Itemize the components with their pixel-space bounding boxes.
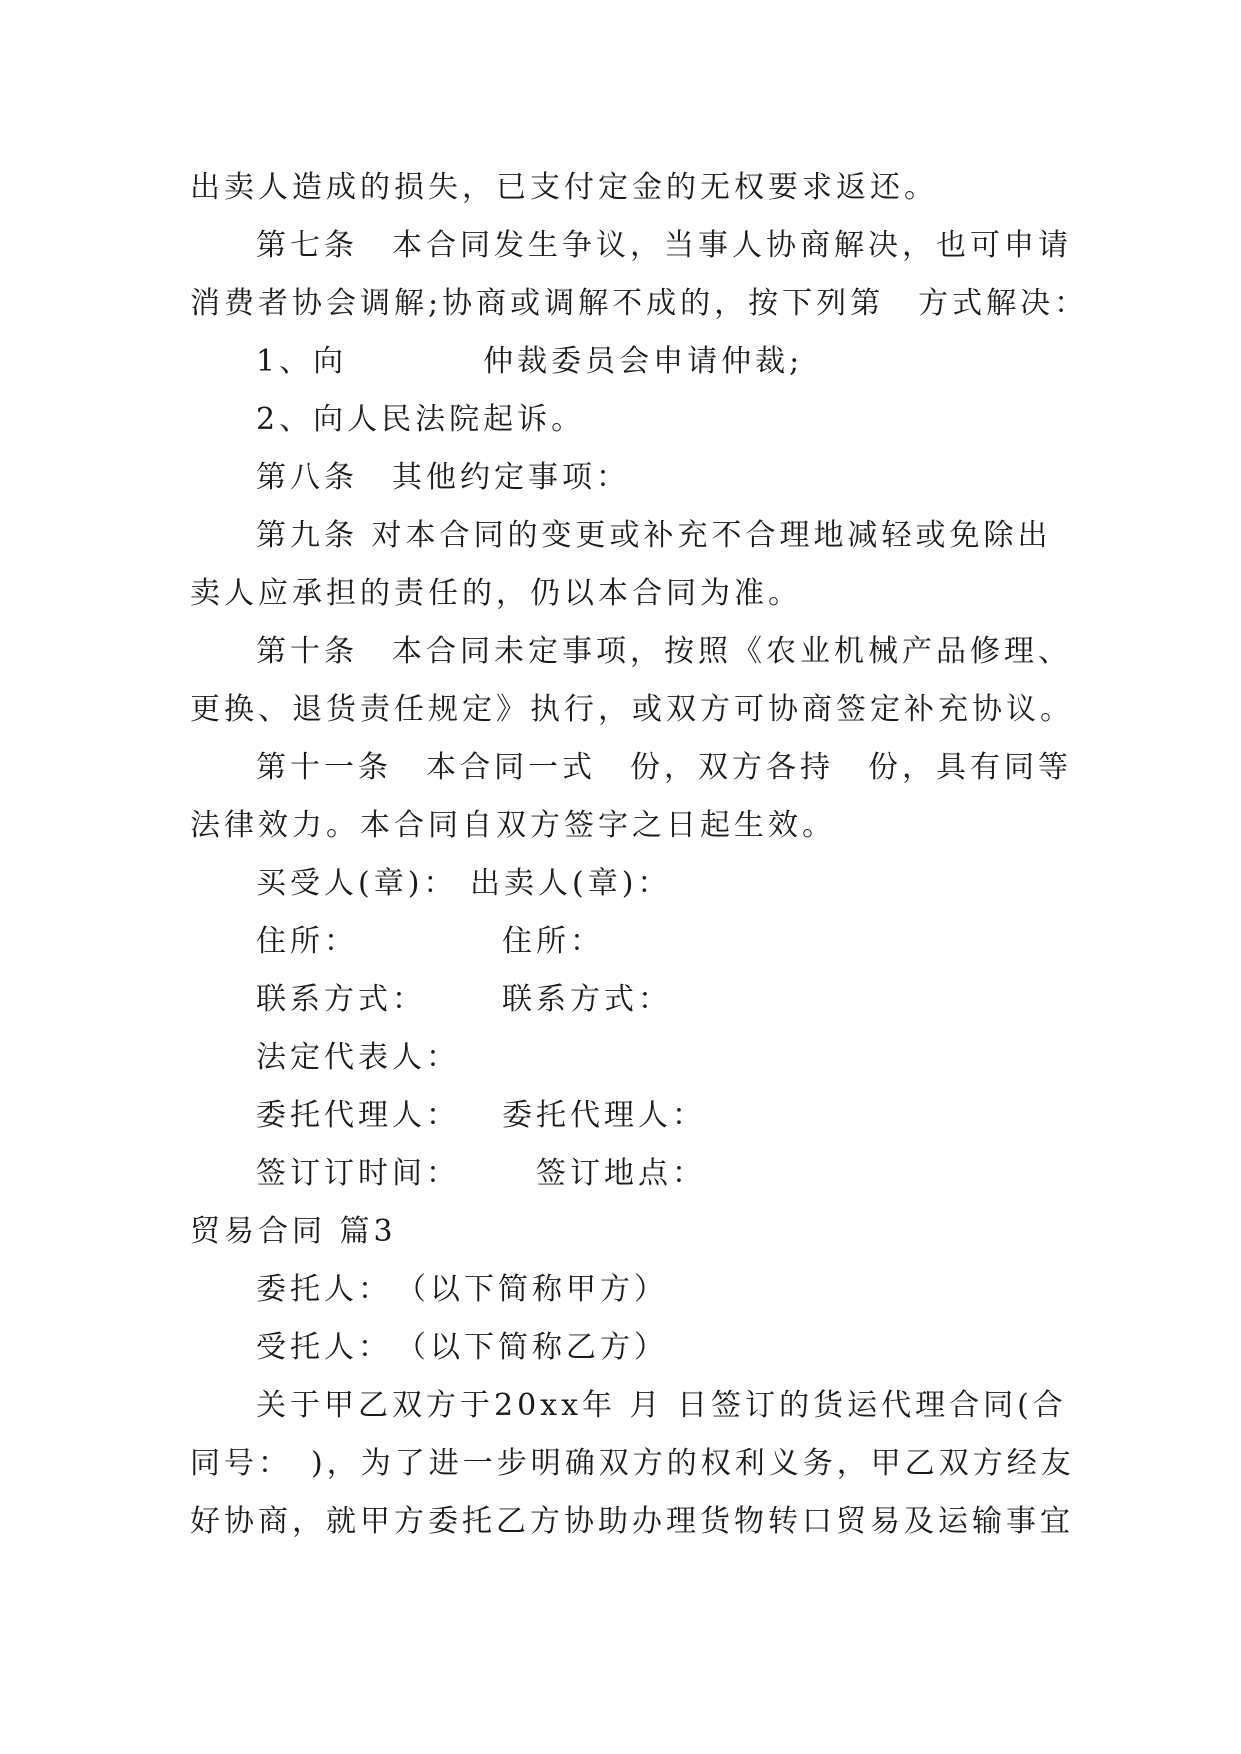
seller-agent-label: 委托代理人：	[502, 1098, 706, 1133]
paragraph-line: 关于甲乙双方于20xx年 月 日签订的货运代理合同(合	[256, 1388, 1067, 1423]
principal-line: 委托人： （以下简称甲方）	[256, 1272, 668, 1307]
signing-place-label: 签订地点：	[536, 1156, 706, 1191]
paragraph-line: 好协商，就甲方委托乙方协助办理货物转口贸易及运输事宜	[190, 1504, 1074, 1539]
text-line: 出卖人造成的损失，已支付定金的无权要求返还。	[190, 170, 938, 205]
article-10-line: 第十条 本合同未定事项，按照《农业机械产品修理、	[256, 634, 1072, 669]
buyer-contact-label: 联系方式：	[256, 982, 426, 1017]
buyer-agent-label: 委托代理人：	[256, 1098, 460, 1133]
paragraph-line: 同号： )，为了进一步明确双方的权利义务，甲乙双方经友	[190, 1446, 1075, 1481]
seller-address-label: 住所：	[502, 924, 604, 959]
agent-line: 受托人： （以下简称乙方）	[256, 1330, 668, 1365]
article-11-line: 第十一条 本合同一式 份，双方各持 份，具有同等	[256, 750, 1072, 785]
signing-time-label: 签订订时间：	[256, 1156, 460, 1191]
text-line: 更换、退货责任规定》执行，或双方可协商签定补充协议。	[190, 692, 1074, 727]
text-line: 卖人应承担的责任的，仍以本合同为准。	[190, 576, 802, 611]
seller-contact-label: 联系方式：	[502, 982, 672, 1017]
legal-representative-label: 法定代表人：	[256, 1040, 460, 1075]
article-7-line: 第七条 本合同发生争议，当事人协商解决，也可申请	[256, 228, 1072, 263]
article-8-line: 第八条 其他约定事项：	[256, 460, 630, 495]
buyer-seal-label: 买受人(章)：	[256, 866, 458, 901]
buyer-address-label: 住所：	[256, 924, 358, 959]
article-9-line: 第九条 对本合同的变更或补充不合理地减轻或免除出	[256, 518, 1052, 553]
option-1-line: 1、向 仲裁委员会申请仲裁;	[256, 344, 804, 379]
option-2-line: 2、向人民法院起诉。	[256, 402, 586, 437]
section-title: 贸易合同 篇3	[190, 1214, 397, 1249]
text-line: 法律效力。本合同自双方签字之日起生效。	[190, 808, 836, 843]
seller-seal-label: 出卖人(章)：	[470, 866, 672, 901]
text-line: 消费者协会调解;协商或调解不成的，按下列第 方式解决：	[190, 286, 1089, 321]
